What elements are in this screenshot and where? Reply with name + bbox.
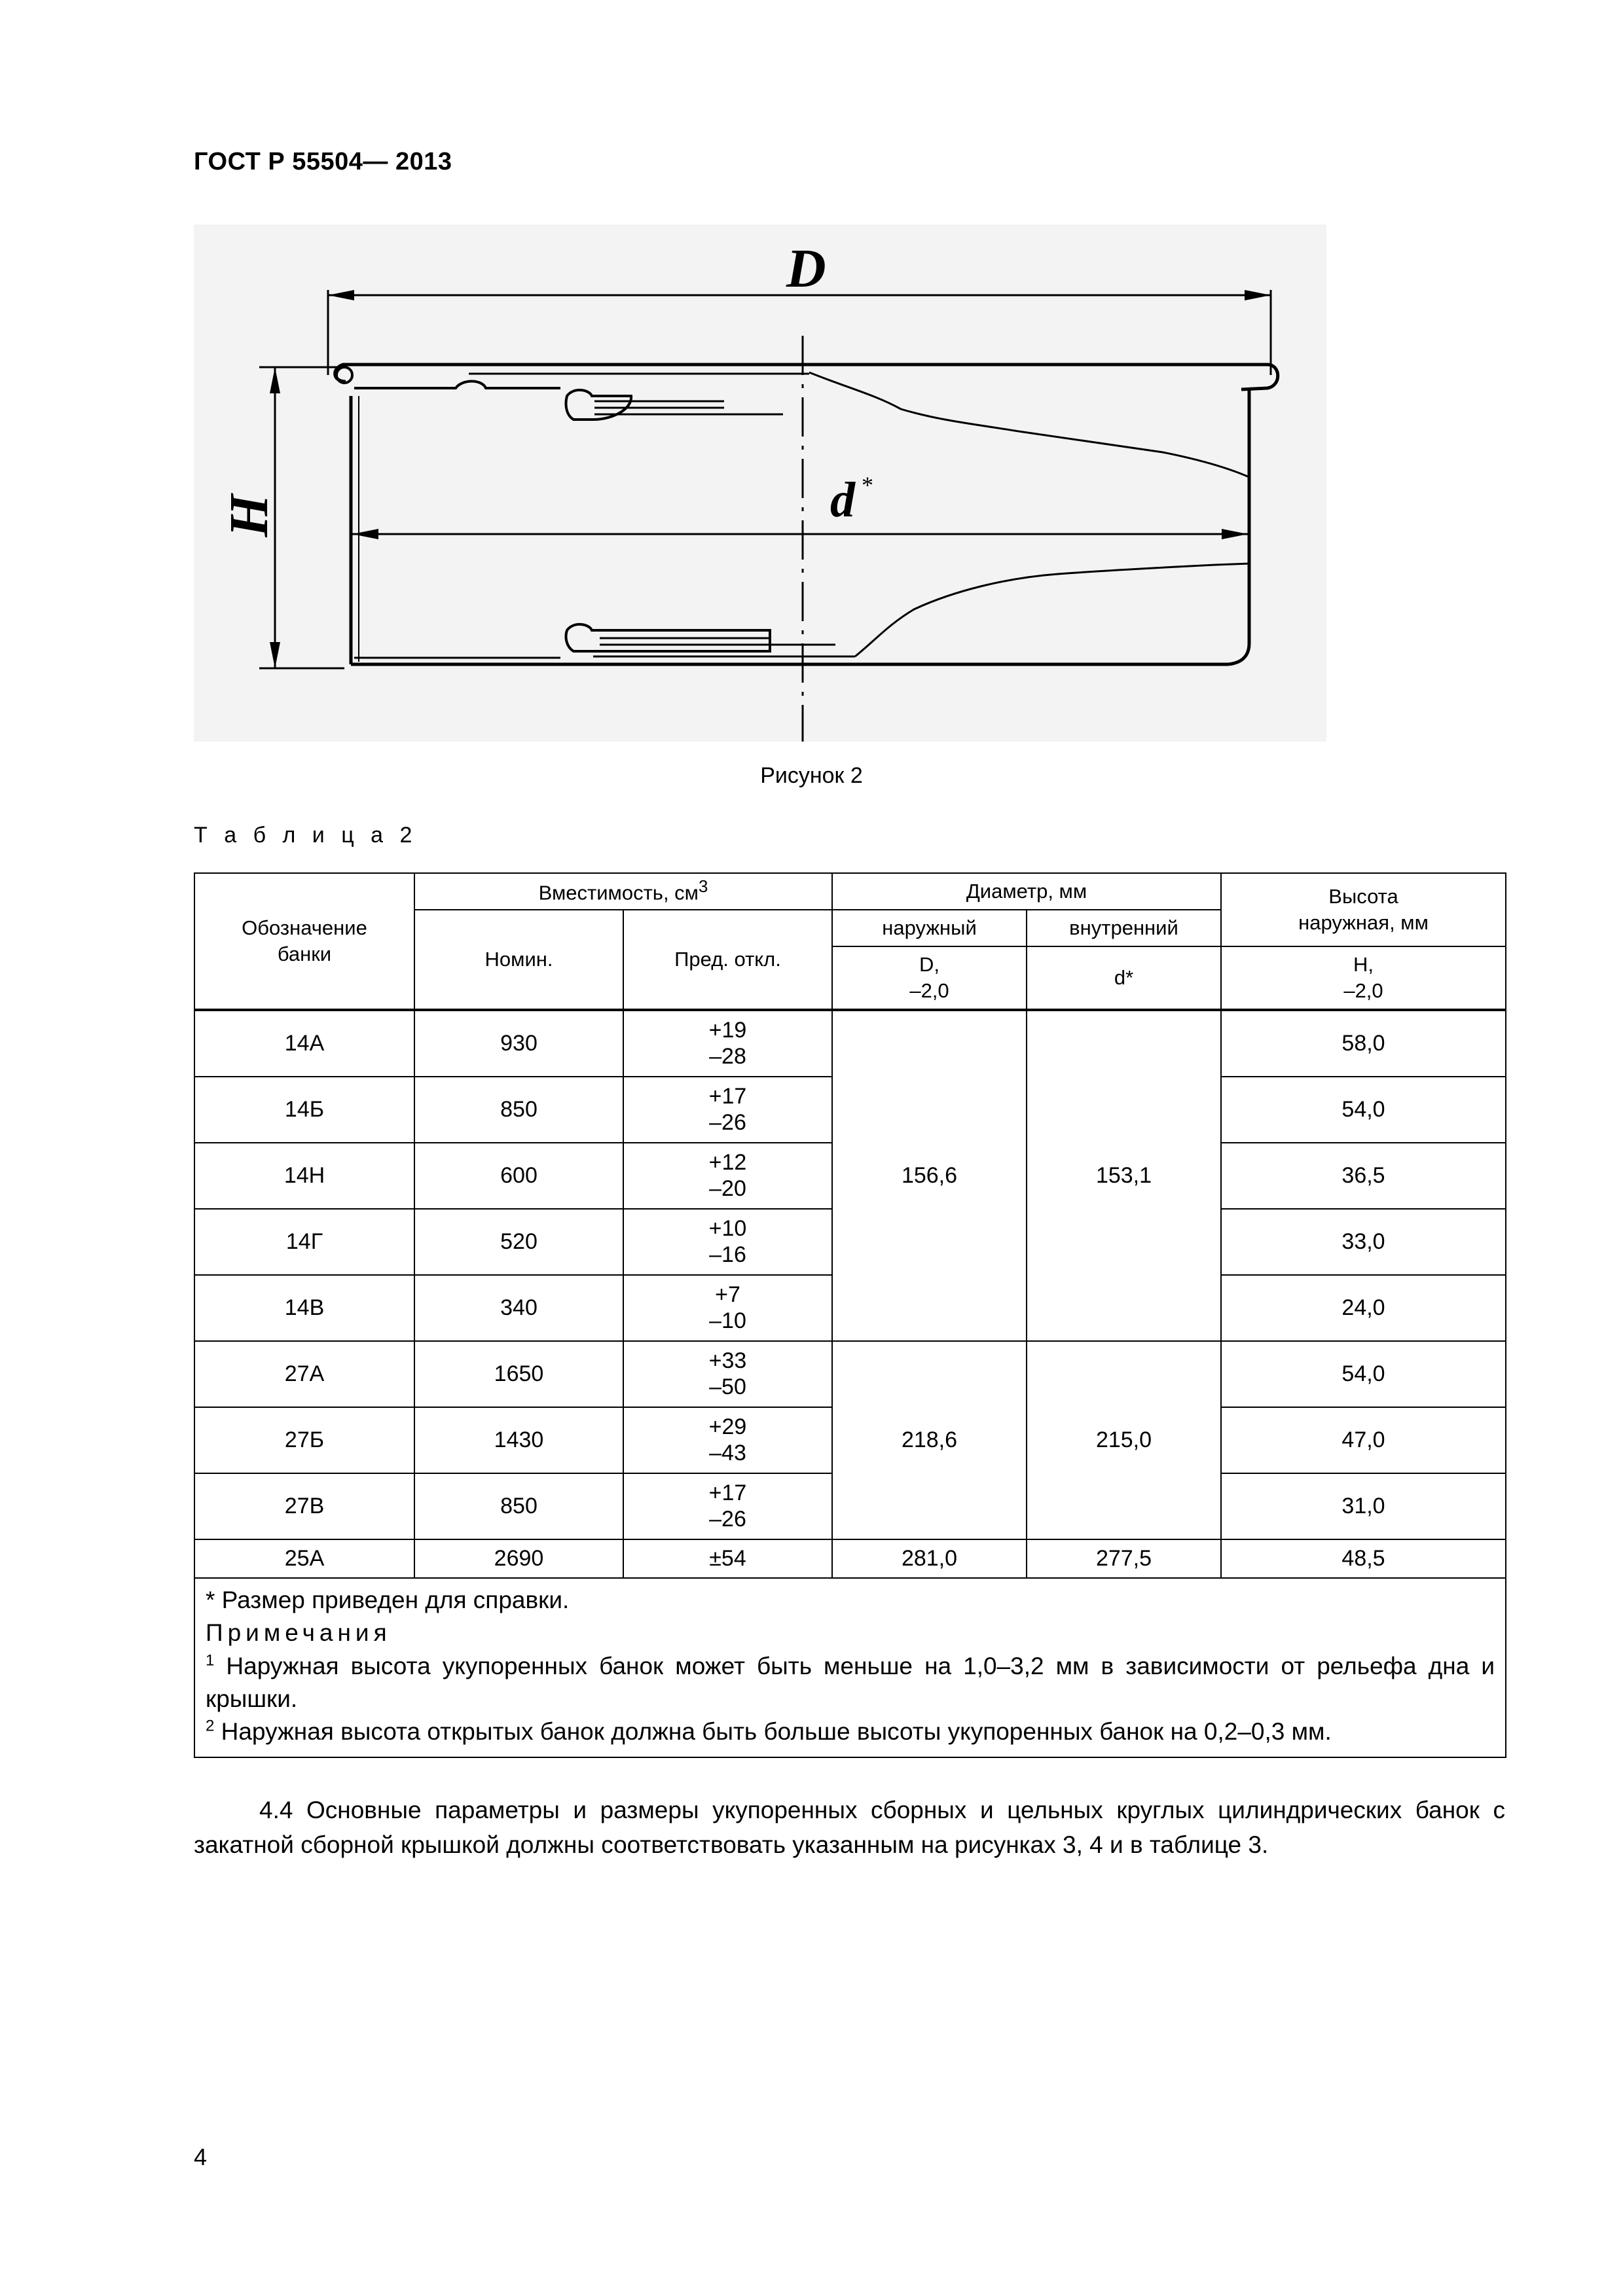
arrow-bottom-h [270, 642, 280, 668]
note-2 [206, 1715, 1495, 1748]
row-height: 58,0 [1221, 1010, 1506, 1077]
row-nominal: 520 [414, 1209, 623, 1275]
row-height: 48,5 [1221, 1539, 1506, 1578]
note-2-number: 2 [206, 1717, 215, 1735]
row-tolerance [623, 1077, 832, 1143]
row-height: 47,0 [1221, 1407, 1506, 1473]
row-tolerance [623, 1275, 832, 1341]
tol-plus: +19 [708, 1018, 747, 1043]
row-height: 54,0 [1221, 1077, 1506, 1143]
label-d-inner-star: * [862, 472, 873, 498]
note-1-text: Наружная высота укупоренных банок может быть меньше на 1,0–3,2 мм в зависимости от рельефа дна и крышки. [206, 1652, 1495, 1712]
row-nominal: 850 [414, 1077, 623, 1143]
arrow-left-d-inner [352, 529, 378, 539]
can-right-wall [1228, 389, 1249, 664]
arrow-right-d-inner [1222, 529, 1248, 539]
row-outer-diameter: 281,0 [832, 1539, 1027, 1578]
note-1 [206, 1650, 1495, 1716]
group27-outer-diameter: 218,6 [832, 1341, 1027, 1539]
row-height: 36,5 [1221, 1143, 1506, 1209]
cutaway-edge-bottom [855, 564, 1249, 656]
row-height: 24,0 [1221, 1275, 1506, 1341]
header-tolerance: Пред. откл. [623, 910, 832, 1010]
label-h: H [219, 494, 280, 537]
row-tolerance: ±54 [623, 1539, 832, 1578]
row-designation: 14А [194, 1010, 414, 1077]
tol-plus: +7 [715, 1282, 740, 1308]
row-nominal: 1430 [414, 1407, 623, 1473]
row-designation: 27А [194, 1341, 414, 1407]
row-tolerance [623, 1010, 832, 1077]
notes-title: Примечания [206, 1619, 392, 1647]
header-outer-symbol [832, 946, 1027, 1010]
row-nominal: 600 [414, 1143, 623, 1209]
row-inner-diameter: 277,5 [1027, 1539, 1221, 1578]
tol-minus: –50 [709, 1374, 746, 1399]
row-designation: 27Б [194, 1407, 414, 1473]
row-designation: 27В [194, 1473, 414, 1539]
row-tolerance [623, 1341, 832, 1407]
header-inner-symbol: d* [1027, 946, 1221, 1010]
header-capacity [414, 873, 832, 910]
row-tolerance [623, 1407, 832, 1473]
tol-plus: +10 [708, 1216, 747, 1242]
bottom-groove-lines [593, 638, 855, 656]
tol-minus: –26 [709, 1109, 746, 1135]
header-height-line1: Высота [1328, 884, 1398, 908]
row-nominal: 930 [414, 1010, 623, 1077]
tol-minus: –10 [709, 1308, 746, 1333]
tol-plus: +17 [708, 1084, 747, 1109]
tol-plus: +17 [708, 1480, 747, 1506]
footnote: * Размер приведен для справки. [206, 1587, 570, 1613]
body-paragraph: 4.4 Основные параметры и размеры укупоренных сборных и цельных круглых цилиндрических банок с закатной сборной крышкой должны соответствовать указанным на рисунках 3, 4 и в таблице 3. [194, 1797, 1505, 1858]
outer-symbol-line2: –2,0 [909, 979, 949, 1002]
row-nominal: 340 [414, 1275, 623, 1341]
cutaway-edge-top [809, 372, 1249, 477]
row-height: 33,0 [1221, 1209, 1506, 1275]
height-symbol-line1: H, [1353, 952, 1374, 976]
header-height-symbol [1221, 946, 1506, 1010]
tol-minus: –28 [709, 1043, 746, 1069]
row-designation: 14В [194, 1275, 414, 1341]
header-outer: наружный [832, 910, 1027, 946]
tol-minus: –16 [709, 1242, 746, 1267]
row-tolerance [623, 1143, 832, 1209]
header-height [1221, 873, 1506, 946]
table-row [194, 1341, 1506, 1407]
header-designation [194, 873, 414, 1010]
group14-outer-diameter: 156,6 [832, 1010, 1027, 1341]
tol-plus: +29 [708, 1414, 747, 1440]
tol-minus: –26 [709, 1506, 746, 1532]
arrow-top-h [270, 367, 280, 393]
page-number: 4 [194, 2144, 208, 2170]
header-capacity-sup: 3 [698, 878, 708, 897]
figure-caption: Рисунок 2 [760, 763, 863, 788]
height-symbol-line2: –2,0 [1343, 979, 1383, 1002]
header-diameter: Диаметр, мм [832, 873, 1221, 910]
tol-plus: +33 [708, 1348, 747, 1374]
table-caption: Т а б л и ц а 2 [194, 823, 418, 848]
arrow-left-d [328, 290, 354, 300]
can-drawing-figure [194, 224, 1326, 742]
row-tolerance [623, 1473, 832, 1539]
header-designation-line2: банки [277, 942, 332, 965]
row-height: 31,0 [1221, 1473, 1506, 1539]
arrow-right-d [1245, 290, 1271, 300]
row-nominal: 850 [414, 1473, 623, 1539]
group27-inner-diameter: 215,0 [1027, 1341, 1221, 1539]
group14-inner-diameter: 153,1 [1027, 1010, 1221, 1341]
tol-minus: –43 [709, 1440, 746, 1465]
row-designation: 14Б [194, 1077, 414, 1143]
can-drawing [194, 224, 1326, 742]
row-nominal: 1650 [414, 1341, 623, 1407]
table-row [194, 1010, 1506, 1077]
outer-symbol-line1: D, [919, 952, 939, 976]
lid-profile [354, 382, 560, 389]
table-notes [194, 1578, 1506, 1757]
can-dimensions-table [194, 872, 1506, 1758]
row-designation: 14Г [194, 1209, 414, 1275]
label-d-inner: d [830, 473, 855, 528]
label-d-outer: D [786, 238, 826, 299]
notes-row [194, 1578, 1506, 1757]
note-2-text: Наружная высота открытых банок должна быть больше высоты укупоренных банок на 0,2–0,3 мм. [214, 1718, 1332, 1746]
table-row [194, 1539, 1506, 1578]
row-tolerance [623, 1209, 832, 1275]
header-inner: внутренний [1027, 910, 1221, 946]
tol-plus: +12 [708, 1150, 747, 1175]
lid-rim-outline [335, 365, 1278, 389]
tol-minus: –20 [709, 1175, 746, 1201]
row-designation: 14Н [194, 1143, 414, 1209]
note-1-number: 1 [206, 1651, 215, 1670]
row-designation: 25А [194, 1539, 414, 1578]
header-height-line2: наружная, мм [1298, 911, 1429, 934]
row-nominal: 2690 [414, 1539, 623, 1578]
header-capacity-text: Вместимость, см [538, 881, 699, 905]
row-height: 54,0 [1221, 1341, 1506, 1407]
header-designation-line1: Обозначение [242, 916, 367, 939]
document-header: ГОСТ Р 55504— 2013 [194, 148, 452, 175]
header-nominal: Номин. [414, 910, 623, 1010]
